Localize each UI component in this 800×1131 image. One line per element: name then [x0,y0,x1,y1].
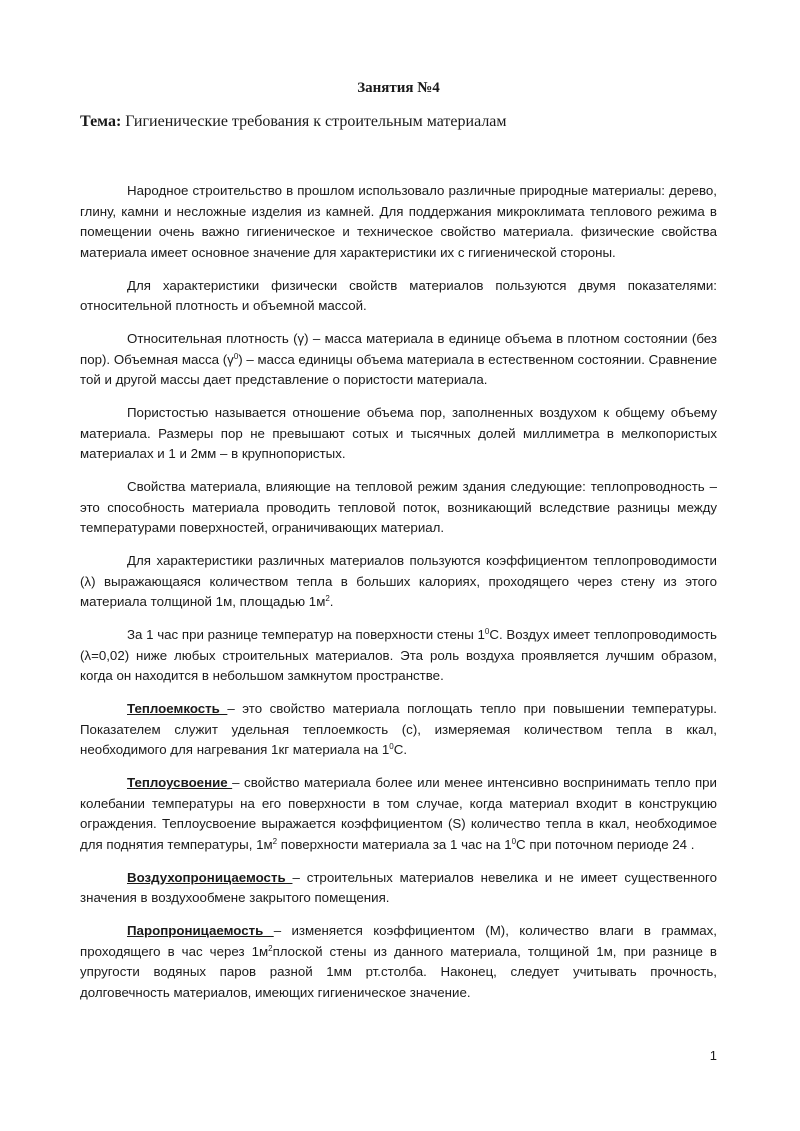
superscript: 0 [389,742,394,751]
superscript: 2 [272,836,278,846]
superscript: 0 [484,627,490,636]
paragraph-11 [80,921,717,1003]
paragraph-10-text-a: – строительных материалов невелика и не имеет существенного значения в воздухообмене закрытого помещения. [80,869,717,905]
paragraph-6 [80,551,717,613]
term-heat-absorption: Теплоусвоение [127,775,233,790]
paragraph-8-text-a: – это свойство материала поглощать тепло при повышении температуры. Показателем служит удельная теплоемкость (с), измеряемая количеством тепла в ккал, необходимого для нагревания 1кг материала на 1 [80,701,717,757]
term-air-permeability: Воздухопроницаемость [127,869,293,885]
paragraph-3-text-a: Относительная плотность (γ) – масса материала в единице объема в плотном состоянии (без пор). Объемная масса (γ [80,331,717,367]
paragraph-2: Для характеристики физически свойств материалов пользуются двумя показателями: относительной плотность и объемной массой. [80,277,717,313]
paragraph-7-text-a: За 1 час при разнице температур на поверхности стены 1 [127,627,485,642]
paragraph-3 [80,329,717,391]
topic-text: Гигиенические требования к строительным материалам [121,113,507,130]
topic-label: Тема: [80,113,122,130]
page-title: Занятия №4 [357,80,440,96]
paragraph-5: Свойства материала, влияющие на тепловой режим здания следующие: теплопроводность – это способность материала проводить тепловой поток, возникающий вследствие разницы между температурами поверхностей, ограничивающих материал. [80,479,717,535]
superscript: 2 [325,594,330,603]
superscript: 0 [511,836,517,846]
term-vapor-permeability: Паропроницаемость [127,923,274,938]
term-heat-capacity: Теплоемкость [127,701,228,716]
paragraph-6-text-b: . [329,594,334,609]
paragraph-9-text-c: С при поточном периоде 24 . [516,836,695,852]
paragraph-11-text-b: плоской стены из данного материала, толщиной 1м, при разнице в упругости водяных паров разной 1мм рт.столба. Наконец, следует учитывать прочность, долговечность материалов, имеющих гигиеническое значение. [80,943,717,1000]
topic-line [80,113,717,131]
paragraph-7 [80,625,717,687]
document-page [80,0,717,1131]
paragraph-3-text-b: ) – масса единицы объема материала в естественном состоянии. Сравнение той и другой массы дает представление о пористости материала. [80,351,717,387]
paragraph-10 [80,868,717,909]
paragraph-4: Пористостью называется отношение объема пор, заполненных воздухом к общему объему материала. Размеры пор не превышают сотых и тысячных долей миллиметра в мелкопористых материалах и 1 и 2мм – в крупнопористых. [80,405,717,461]
paragraph-1: Народное строительство в прошлом использовало различные природные материалы: дерево, глину, камни и несложные изделия из камней. Для поддержания микроклимата теплового режима в помещении очень важно гигиеническое и техническое свойство материала. физические свойства материала имеет основное значение для характеристики их с гигиенической стороны. [80,183,717,260]
paragraph-9-text-a: – свойство материала более или менее интенсивно воспринимать тепло при колебании температуры на его поверхности в том случае, когда материал входит в конструкцию ограждения. Теплоусвоение выражается коэффициентом (S) количество тепла в ккал, необходимое для поднятия температуры, 1м [80,775,717,852]
paragraph-9-text-b: поверхности материала за 1 час на 1 [277,836,512,852]
paragraph-6-text-a: Для характеристики различных материалов пользуются коэффициентом теплопроводимости (λ) выражающаяся количеством тепла в больших калориях, проходящего через стену из этого материала толщиной 1м, площадью 1м [80,553,717,609]
paragraph-11-text-a: – изменяется коэффициентом (М), количество влаги в граммах, проходящего в час через 1м [80,923,717,959]
document-body [80,181,717,1016]
paragraph-8 [80,699,717,761]
paragraph-9 [80,773,717,855]
page-number: 1 [709,1048,717,1063]
superscript: 0 [233,351,239,361]
superscript: 2 [268,943,273,953]
paragraph-7-text-b: С. Воздух имеет теплопроводимость (λ=0,02) ниже любых строительных материалов. Эта роль воздуха проявляется лучшим образом, когда он находится в небольшом замкнутом пространстве. [80,627,717,683]
paragraph-8-text-b: С. [393,742,408,757]
